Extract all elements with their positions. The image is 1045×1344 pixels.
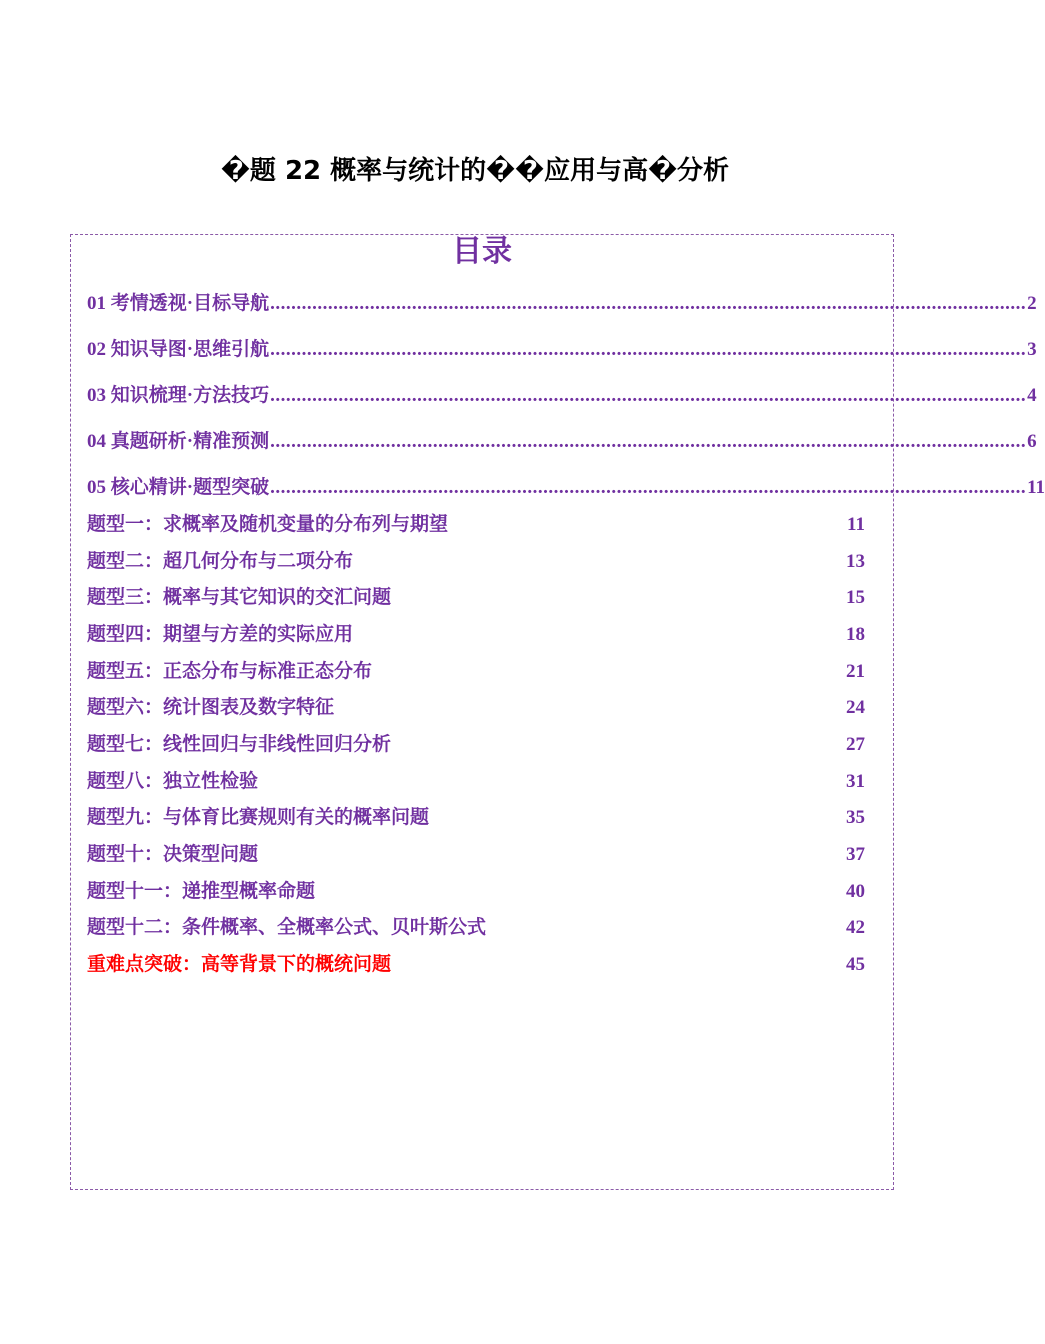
toc-entry-page: 11 <box>1027 477 1045 498</box>
toc-entry-page: 40 <box>846 881 865 902</box>
toc-entry-label: 题型六：统计图表及数字特征 <box>87 697 335 718</box>
toc-sub-entry-highlight[interactable] <box>87 952 865 978</box>
toc-sub-entry[interactable] <box>87 805 865 831</box>
toc-sub-entry[interactable] <box>87 695 865 721</box>
toc-sub-entry[interactable] <box>87 915 865 941</box>
toc-entry-label: 题型七：线性回归与非线性回归分析 <box>87 734 392 755</box>
toc-entry-page: 13 <box>846 551 865 572</box>
table-of-contents <box>70 234 1045 1190</box>
toc-sub-entry[interactable] <box>87 842 865 868</box>
toc-main-entry[interactable] <box>87 291 1037 317</box>
toc-heading: 目录 <box>452 234 512 269</box>
toc-entry-label: 重难点突破：高等背景下的概统问题 <box>87 954 392 975</box>
toc-entry-label: 题型二：超几何分布与二项分布 <box>87 551 354 572</box>
toc-sub-entry[interactable] <box>87 622 865 648</box>
toc-dot-leader: ................................................................................................................................................ <box>270 339 1027 360</box>
toc-entry-label: 03 知识梳理·方法技巧 <box>87 385 270 406</box>
toc-entry-label: 05 核心精讲·题型突破 <box>87 477 270 498</box>
toc-entry-label: 题型十一：递推型概率命题 <box>87 881 316 902</box>
toc-entry-page: 3 <box>1027 339 1037 360</box>
toc-main-entry[interactable] <box>87 383 1037 409</box>
toc-entry-page: 6 <box>1027 431 1037 452</box>
toc-entry-label: 02 知识导图·思维引航 <box>87 339 270 360</box>
toc-main-entry[interactable] <box>87 475 1045 501</box>
toc-entry-label: 04 真题研析·精准预测 <box>87 431 270 452</box>
toc-dot-leader: ................................................................................................................................................ <box>270 431 1027 452</box>
toc-entry-label: 题型五：正态分布与标准正态分布 <box>87 661 373 682</box>
toc-main-entry[interactable] <box>87 337 1037 363</box>
toc-main-entry[interactable] <box>87 429 1037 455</box>
toc-sub-entry[interactable] <box>87 659 865 685</box>
toc-dot-leader: ................................................................................................................................................ <box>270 477 1027 498</box>
toc-dot-leader: ................................................................................................................................................ <box>270 293 1027 314</box>
toc-entry-label: 题型四：期望与方差的实际应用 <box>87 624 354 645</box>
toc-entry-page: 11 <box>847 514 865 535</box>
toc-entry-page: 27 <box>846 734 865 755</box>
toc-entry-page: 2 <box>1027 293 1037 314</box>
toc-dot-leader: ................................................................................................................................................ <box>270 385 1027 406</box>
toc-sub-entry[interactable] <box>87 585 865 611</box>
toc-entry-page: 21 <box>846 661 865 682</box>
toc-sub-entry[interactable] <box>87 512 865 538</box>
toc-entry-page: 35 <box>846 807 865 828</box>
toc-entry-page: 42 <box>846 917 865 938</box>
toc-entry-label: 题型一：求概率及随机变量的分布列与期望 <box>87 514 449 535</box>
toc-sub-entry[interactable] <box>87 769 865 795</box>
toc-entry-label: 题型十二：条件概率、全概率公式、贝叶斯公式 <box>87 917 487 938</box>
document-title: �题 22 概率与统计的��应用与高�分析 <box>220 156 730 186</box>
toc-sub-entry[interactable] <box>87 879 865 905</box>
toc-entry-page: 15 <box>846 587 865 608</box>
toc-entry-page: 4 <box>1027 385 1037 406</box>
toc-entry-page: 31 <box>846 771 865 792</box>
toc-sub-entry[interactable] <box>87 732 865 758</box>
toc-entry-label: 题型三：概率与其它知识的交汇问题 <box>87 587 392 608</box>
toc-entry-page: 37 <box>846 844 865 865</box>
toc-entry-label: 01 考情透视·目标导航 <box>87 293 270 314</box>
toc-entry-label: 题型八：独立性检验 <box>87 771 259 792</box>
toc-sub-entry[interactable] <box>87 549 865 575</box>
toc-entry-label: 题型十：决策型问题 <box>87 844 259 865</box>
toc-entry-label: 题型九：与体育比赛规则有关的概率问题 <box>87 807 430 828</box>
toc-entry-page: 18 <box>846 624 865 645</box>
toc-entry-page: 24 <box>846 697 865 718</box>
toc-entry-page: 45 <box>846 954 865 975</box>
